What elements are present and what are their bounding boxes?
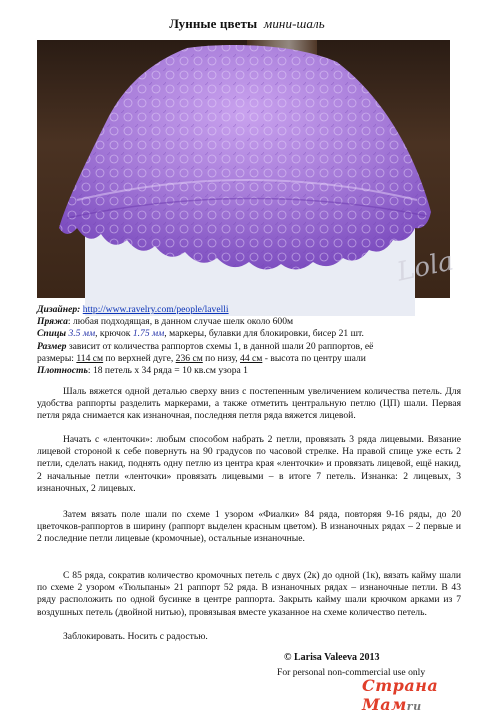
dim-height-text: - высота по центру шали xyxy=(262,352,366,364)
dims-line xyxy=(37,353,467,365)
paragraph-finish xyxy=(37,631,461,643)
paragraph-text: С 85 ряда, сократив количество кромочных петель с двух (2к) до одной (1к), вязать кайму шали по схеме 2 узором «Тюльпаны» 21 раппорт 52 ряда. В изнаночных рядах – изнаночные петли. В 43 ряду расположить по одной бусинке в центре раппорта. Закрыть кайму шали крючком арками из 7 воздушных петель (двойной нитью), провязывая вместе указанное на схеме количество петель. xyxy=(37,570,461,618)
paragraph-text: Шаль вяжется одной деталью сверху вниз с постепенным увеличением количества петель. Для удобства раппорты разделить маркерами, а также отметить центральную петлю (ЦП) шали. Первая петля ряда снимается как изнаночная, последняя петля ряда вяжется лицевой. xyxy=(37,386,461,422)
designer-link[interactable]: http://www.ravelry.com/people/lavelli xyxy=(82,304,229,315)
yarn-label: Пряжа xyxy=(37,316,68,328)
paragraph-text: Затем вязать поле шали по схеме 1 узором «Фиалки» 84 ряда, повторяя 9-16 ряды, до 20 цветочков-раппортов в ширину (раппорт выделен красным цветом). В изнаночных рядах – 2 первые и 2 последние петли лицевые (кромочные), остальные изнаночные. xyxy=(37,509,461,545)
yarn-text: : любая подходящая, в данном случае шелк около 600м xyxy=(67,316,294,328)
density-label: Плотность xyxy=(37,365,88,377)
needles-label: Спицы xyxy=(37,328,67,340)
paragraph-border xyxy=(37,570,461,619)
dim-bottom-text: по низу, xyxy=(202,352,238,364)
dims-prefix: размеры: xyxy=(37,352,74,364)
hook-size: 1.75 мм xyxy=(132,328,165,340)
density-line xyxy=(37,365,467,377)
dim-height: 44 см xyxy=(240,352,263,364)
pattern-meta xyxy=(37,304,467,377)
tools-text: , маркеры, булавки для блокировки, бисер 21 шт. xyxy=(164,328,364,340)
title-main: Лунные цветы xyxy=(169,16,258,31)
needles-line xyxy=(37,328,467,340)
shawl-photo xyxy=(37,40,457,298)
license-note: For personal non-commercial use only xyxy=(277,667,426,678)
paragraph-body xyxy=(37,509,461,546)
density-text: : 18 петель х 34 ряда = 10 кв.см узора 1 xyxy=(87,365,248,377)
hook-text: , крючок xyxy=(95,328,131,340)
paragraph-text: Заблокировать. Носить с радостью. xyxy=(63,631,208,642)
photo-signature: Lola xyxy=(394,246,457,288)
site-watermark xyxy=(362,676,494,714)
designer-label: Дизайнер xyxy=(37,304,78,315)
paragraph-start xyxy=(37,434,461,495)
watermark-text: Страна Мам xyxy=(362,676,439,714)
dim-bottom: 236 см xyxy=(175,352,203,364)
size-label: Размер xyxy=(37,340,67,352)
needles-size: 3.5 мм xyxy=(68,328,96,340)
size-line xyxy=(37,341,467,353)
paragraph-text: Начать с «ленточки»: любым способом набрать 2 петли, провязать 3 ряда лицевыми. Вязание лицевой стороной к себе повернуть на 90 градусов по часовой стрелке. На правой спице уже есть 2 петли, сделать накид, поднять одну петлю из центра края «ленточки» и провязать лицевой, ещё накид, 2 начальные петли «ленточки» провязать лицевыми – в итоге 7 петель. Изнанка: 2 лицевых, 3 изнаночных, 2 лицевых. xyxy=(37,434,461,494)
page-title xyxy=(0,16,494,32)
designer-line: Дизайнер: http://www.ravelry.com/people/lavelli xyxy=(37,304,229,315)
title-sub: мини-шаль xyxy=(263,16,325,31)
shawl-illustration xyxy=(37,40,450,298)
dim-top-text: по верхней дуге, xyxy=(103,352,174,364)
paragraph-intro xyxy=(37,386,461,423)
yarn-line xyxy=(37,316,467,328)
copyright: © Larisa Valeeva 2013 xyxy=(284,652,380,663)
size-text: зависит от количества раппортов схемы 1, в данной шали 20 раппортов, её xyxy=(66,340,374,352)
watermark-suffix: ru xyxy=(406,700,422,713)
dim-top: 114 см xyxy=(76,352,104,364)
